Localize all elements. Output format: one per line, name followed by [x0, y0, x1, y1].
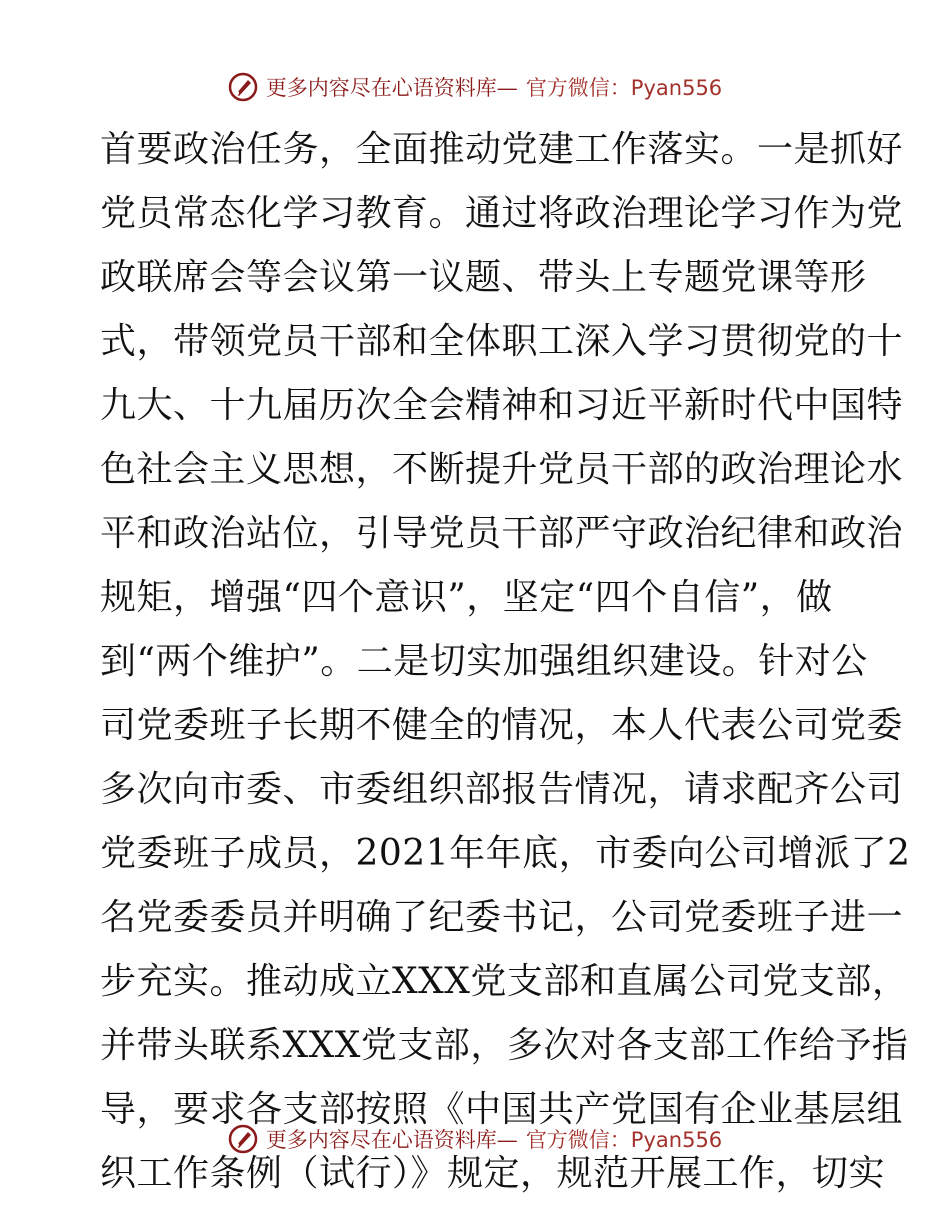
- text-line: 式，带领党员干部和全体职工深入学习贯彻党的十: [100, 321, 904, 362]
- text-line: 九大、十九届历次全会精神和习近平新时代中国特: [100, 385, 904, 426]
- text-line: 司党委班子长期不健全的情况，本人代表公司党委: [100, 705, 904, 746]
- watermark-text: 更多内容尽在心语资料库—: [265, 76, 518, 100]
- text-line: 平和政治站位，引导党员干部严守政治纪律和政治: [100, 513, 904, 554]
- header-watermark: [0, 72, 950, 102]
- text-line: 党员常态化学习教育。通过将政治理论学习作为党: [100, 193, 904, 234]
- watermark-wechat: 官方微信：Pyan556: [525, 1128, 723, 1152]
- text-line: 首要政治任务，全面推动党建工作落实。一是抓好: [100, 129, 904, 170]
- text-line: 多次向市委、市委组织部报告情况，请求配齐公司: [100, 769, 904, 810]
- text-line: 规矩，增强“四个意识”，坚定“四个自信”，做: [100, 577, 833, 618]
- text-line: 到“两个维护”。二是切实加强组织建设。针对公: [100, 641, 868, 682]
- text-line: 色社会主义思想，不断提升党员干部的政治理论水: [100, 449, 904, 490]
- text-line: 导，要求各支部按照《中国共产党国有企业基层组: [100, 1089, 904, 1130]
- text-line: 党委班子成员，2021年年底，市委向公司增派了2: [100, 833, 911, 874]
- footer-watermark: [0, 1124, 950, 1154]
- text-line: 步充实。推动成立XXX党支部和直属公司党支部，: [100, 961, 909, 1002]
- watermark-wechat: 官方微信：Pyan556: [525, 76, 723, 100]
- document-body: [100, 118, 911, 1206]
- text-line: 名党委委员并明确了纪委书记，公司党委班子进一: [100, 897, 904, 938]
- text-line: 织工作条例（试行）》规定，规范开展工作，切实: [100, 1153, 886, 1194]
- text-line: 并带头联系XXX党支部，多次对各支部工作给予指: [100, 1025, 909, 1066]
- pen-seal-icon: [228, 72, 258, 102]
- pen-seal-icon: [228, 1124, 258, 1154]
- text-line: 政联席会等会议第一议题、带头上专题党课等形: [100, 257, 867, 298]
- watermark-text: 更多内容尽在心语资料库—: [265, 1128, 518, 1152]
